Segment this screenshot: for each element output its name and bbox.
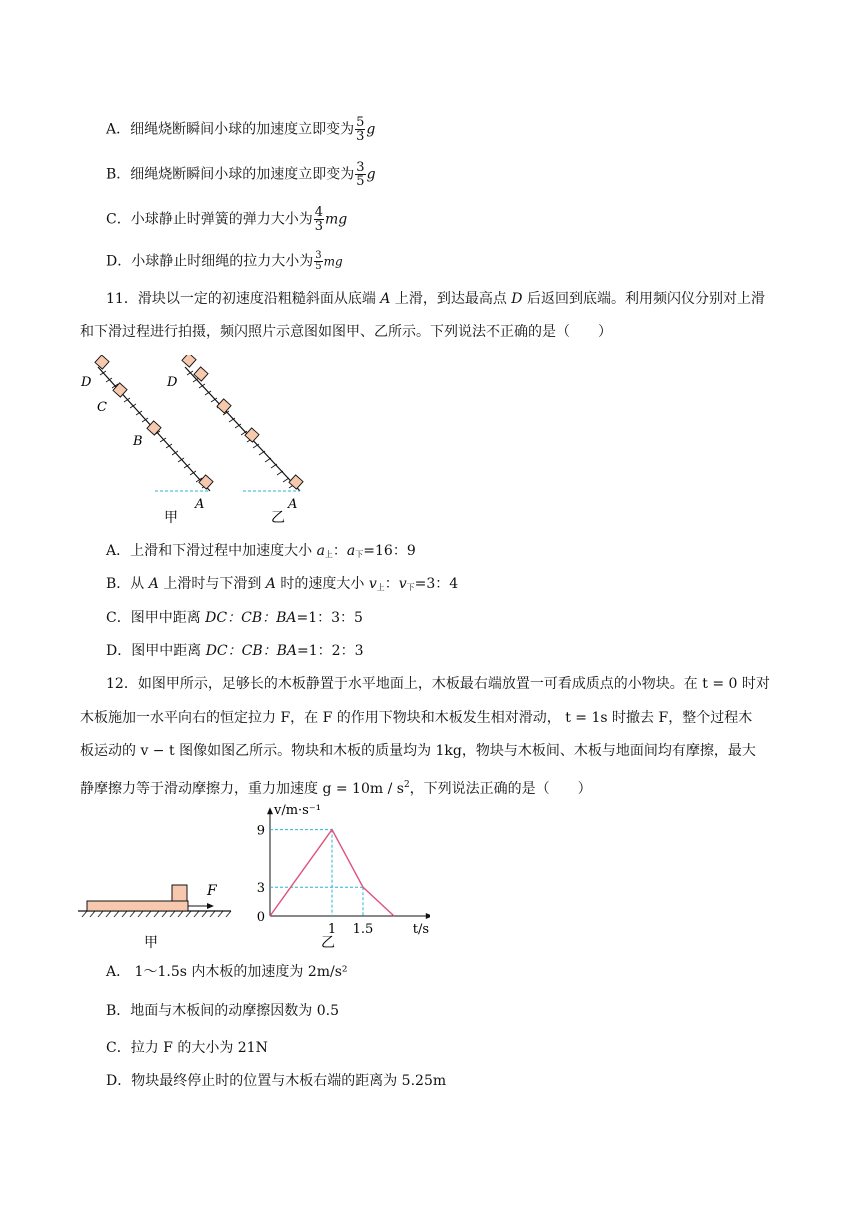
- x-axis-arrow: [426, 913, 430, 919]
- svg-text:甲: 甲: [144, 935, 158, 950]
- q12-stem-line2: 木板施加一水平向右的恒定拉力 F，在 F 的作用下物块和木板发生相对滑动， t = 1s 时撤去 F，整个过程木: [80, 710, 753, 726]
- fraction: $\frac{3}{5}$: [315, 250, 322, 272]
- x-tick-label: 1.5: [352, 922, 374, 937]
- x-tick-label: 1: [327, 922, 337, 937]
- x-axis-label: t/s: [412, 922, 430, 937]
- svg-text:A: A: [288, 497, 298, 512]
- fraction: $\frac{3}{5}$: [356, 160, 365, 189]
- y-tick-label: 9: [256, 823, 265, 839]
- q12-stem-line4: 静摩擦力等于滑动摩擦力，重力加速度 $g = 10m / s^2$，下列说法正确的是（ ）: [80, 780, 592, 797]
- svg-text:D: D: [167, 375, 178, 390]
- block: [172, 885, 187, 901]
- incline-right: [166, 355, 303, 526]
- svg-text:F: F: [207, 883, 217, 899]
- svg-text:乙: 乙: [271, 510, 285, 526]
- q10-option-c: C．小球静止时弹簧的弹力大小为 $\frac{4}{3}$ mg: [106, 205, 348, 234]
- y-axis-label: v/m·s⁻¹: [274, 803, 321, 819]
- q11-stem-line1: 11．滑块以一定的初速度沿粗糙斜面从底端 A 上滑，到达最高点 D 后返回到底端。利用频闪仪分别对上滑: [106, 291, 765, 307]
- fraction: $\frac{5}{3}$: [356, 115, 365, 144]
- y-axis-arrow: [267, 807, 273, 814]
- vt-chart: [250, 795, 430, 955]
- y-tick-label: 3: [256, 881, 265, 897]
- q10-option-d: D．小球静止时细绳的拉力大小为 $\frac{3}{5}$ mg: [106, 250, 343, 272]
- q12-stem-line1: 12．如图甲所示，足够长的木板静置于水平地面上，木板最右端放置一可看成质点的小物块。在 t = 0 时对: [106, 676, 770, 692]
- svg-text:A: A: [195, 497, 205, 512]
- q11-option-c: C．图甲中距离 DC：CB：BA=1：3：5: [106, 610, 363, 626]
- vt-caption: 乙: [321, 935, 335, 951]
- q10-option-b: B．细绳烧断瞬间小球的加速度立即变为 $\frac{3}{5}$ g: [106, 160, 376, 189]
- incline-left: [80, 355, 213, 526]
- board: [87, 901, 188, 911]
- svg-text:甲: 甲: [164, 510, 178, 526]
- fraction: $\frac{4}{3}$: [314, 205, 323, 234]
- y-tick-label: 0: [256, 910, 265, 925]
- q12-stem-line3: 板运动的 v − t 图像如图乙所示。物块和木板的质量均为 1kg，物块与木板间、木板与地面间均有摩擦，最大: [80, 743, 756, 759]
- q12-option-a: A． 1～1.5s 内木板的加速度为 2m/s²: [106, 964, 348, 980]
- q11-option-a: A．上滑和下滑过程中加速度大小 $a_上$：$a_下=16$：9: [106, 543, 416, 559]
- svg-text:D: D: [81, 375, 92, 390]
- q12-option-c: C．拉力 F 的大小为 21N: [106, 1040, 268, 1056]
- svg-text:C: C: [97, 400, 107, 415]
- svg-text:B: B: [133, 434, 143, 449]
- q12-option-b: B．地面与木板间的动摩擦因数为 0.5: [106, 1003, 340, 1019]
- q11-figure: [70, 355, 330, 530]
- q11-option-b: B．从 A 上滑时与下滑到 A 时的速度大小 $v_上$：$v_下=3$：4: [106, 576, 459, 592]
- q11-stem-line2: 和下滑过程进行拍摄，频闪照片示意图如图甲、乙所示。下列说法不正确的是（ ）: [80, 324, 612, 340]
- q10-option-a: A．细绳烧断瞬间小球的加速度立即变为 $\frac{5}{3}$ g: [106, 115, 376, 144]
- q11-option-d: D．图甲中距离 DC：CB：BA=1：2：3: [106, 643, 364, 659]
- q12-option-d: D．物块最终停止时的位置与木板右端的距离为 5.25m: [106, 1073, 447, 1089]
- q12-board-figure: [76, 875, 241, 950]
